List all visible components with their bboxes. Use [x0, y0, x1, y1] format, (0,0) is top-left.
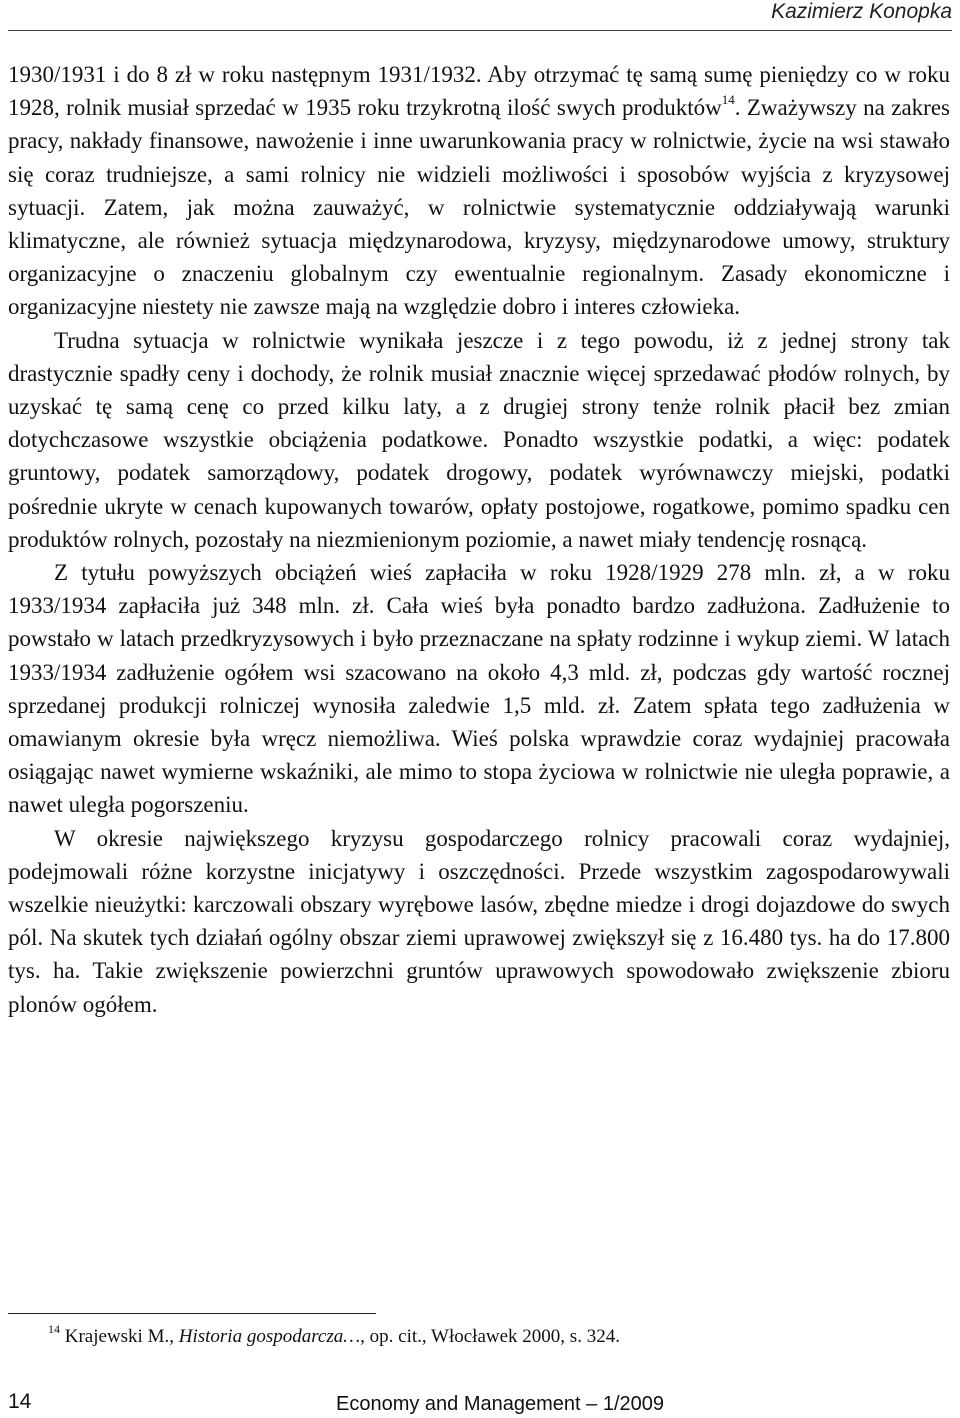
journal-footer: Economy and Management – 1/2009 — [336, 1393, 664, 1415]
paragraph-1: 1930/1931 i do 8 zł w roku następnym 1931/1932. Aby otrzymać tę samą sumę pieniędzy co w roku 1928, rolnik musiał sprzedać w 1935 roku trzykrotną ilość swych produktów$^{14}$. Zważywszy na zakres pracy, nakłady finansowe, nawożenie i inne uwarunkowania pracy w rolnictwie, życie na wsi stawało się coraz trudniejsze, a sami rolnicy nie widzieli możliwości i sposobów wyjścia z kryzysowej sytuacji. Zatem, jak można zauważyć, w rolnictwie systematycznie oddziaływają warunki klimatyczne, ale również sytuacja międzynarodowa, kryzysy, międzynarodowe umowy, struktury organizacyjne o znaczeniu globalnym czy ewentualnie regionalnym. Zasady ekonomiczne i organizacyjne niestety nie zawsze mają na względzie dobro i interes człowieka. — [8, 62, 950, 320]
footnote-author: Krajewski M., — [64, 1326, 179, 1347]
footnote — [48, 1324, 952, 1350]
footnote-rest: , op. cit., Włocławek 2000, s. 324. — [360, 1326, 620, 1347]
page-number: 14 — [8, 1390, 32, 1413]
paragraph-2: Trudna sytuacja w rolnictwie wynikała jeszcze i z tego powodu, iż z jednej strony tak drastycznie spadły ceny i dochody, że rolnik musiał znacznie więcej sprzedawać płodów rolnych, by uzyskać tę samą cenę co przed kilku laty, a z drugiej strony tenże rolnik płacił bez zmian dotychczasowe wszystkie obciążenia podatkowe. Ponadto wszystkie podatki, a więc: podatek gruntowy, podatek samorządowy, podatek drogowy, podatek wyrównawczy miejski, podatki pośrednie ukryte w cenach kupowanych towarów, opłaty postojowe, rogatkowe, pomimo spadku cen produktów rolnych, pozostały na niezmienionym poziomie, a nawet miały tendencję rosnącą. — [8, 327, 950, 552]
footnote-separator — [8, 1313, 376, 1314]
paragraph-4: W okresie największego kryzysu gospodarczego rolnicy pracowali coraz wydajniej, podejmowali różne korzystne inicjatywy i oszczędności. Przede wszystkim zagospodarowywali wszelkie nieużytki: karczowali obszary wyrębowe lasów, zbędne miedze i drogi dojazdowe do swych pól. Na skutek tych działań ogólny obszar ziemi uprawowej zwiększył się z 16.480 tys. ha do 17.800 tys. ha. Takie zwiększenie powierzchni gruntów uprawowych spowodowało zwiększenie zbioru plonów ogółem. — [8, 825, 950, 1017]
header-rule — [8, 30, 952, 31]
footnote-number: 14 — [48, 1322, 60, 1336]
running-header — [0, 0, 952, 26]
body-text — [8, 58, 950, 1021]
footnote-reference[interactable]: 14 — [721, 92, 735, 108]
running-title: Kazimierz Konopka — [771, 0, 952, 23]
paragraph-3: Z tytułu powyższych obciążeń wieś zapłaciła w roku 1928/1929 278 mln. zł, a w roku 1933/1934 zapłaciła już 348 mln. zł. Cała wieś była ponadto bardzo zadłużona. Zadłużenie to powstało w latach przedkryzysowych i było przeznaczane na spłaty rodzinne i wykup ziemi. W latach 1933/1934 zadłużenie ogółem wsi szacowano na około 4,3 mld. zł, podczas gdy wartość rocznej sprzedanej produkcji rolniczej wynosiła zaledwie 1,5 mld. zł. Zatem spłata tego zadłużenia w omawianym okresie była wręcz niemożliwa. Wieś polska wprawdzie coraz wydajniej pracowała osiągając nawet wymierne wskaźniki, ale mimo to stopa życiowa w rolnictwie nie uległa poprawie, a nawet uległa pogorszeniu. — [8, 560, 950, 818]
footnote-title: Historia gospodarcza… — [178, 1326, 361, 1347]
